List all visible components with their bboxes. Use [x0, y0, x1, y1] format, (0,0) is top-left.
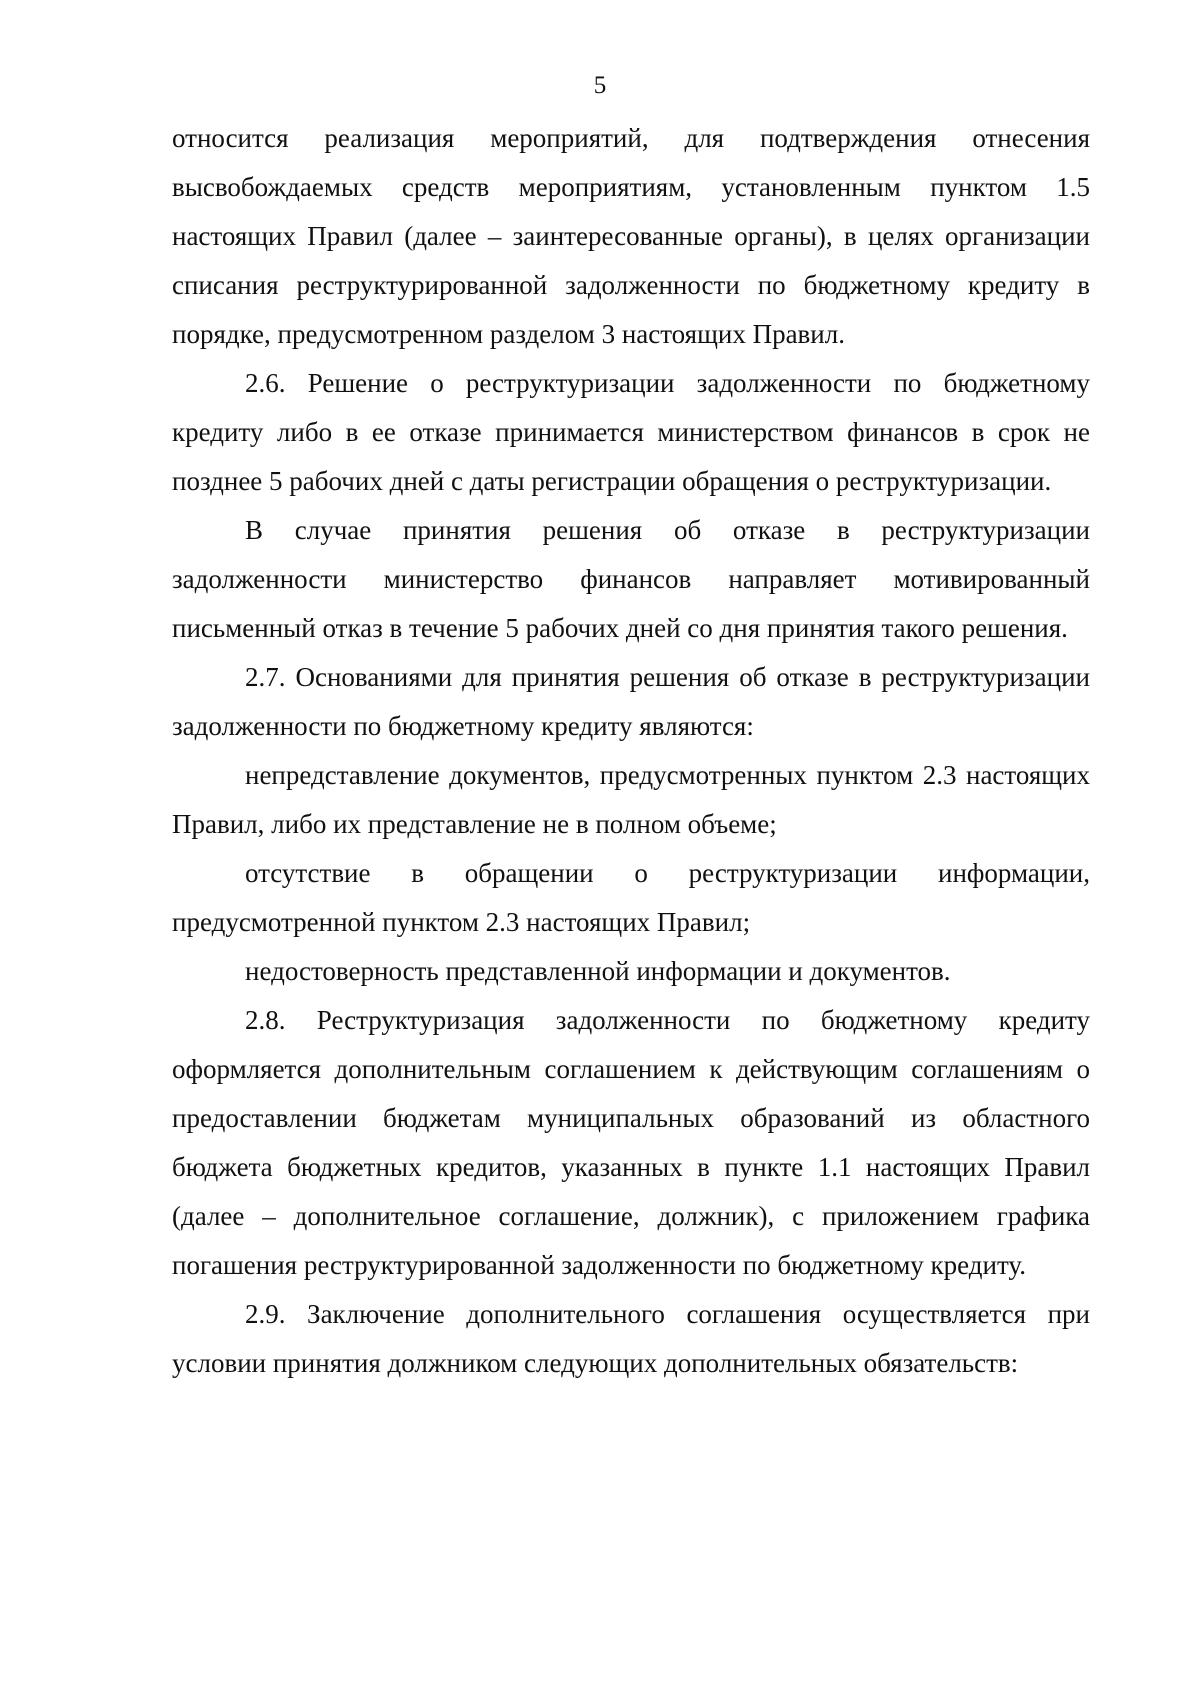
page-number: 5 [593, 72, 607, 99]
paragraph-continuation: относится реализация мероприятий, для подтверждения отнесения высвобождаемых средств мероприятиям, установленным пунктом 1.5 настоящих Правил (далее – заинтересованные органы), в целях организации списания реструктурированной задолженности по бюджетному кредиту в порядке, предусмотренном разделом 3 настоящих Правил. [172, 123, 1090, 349]
paragraph-2-8: 2.8. Реструктуризация задолженности по бюджетному кредиту оформляется дополнительным соглашением к действующим соглашениям о предоставлении бюджетам муниципальных образований из областного бюджета бюджетных кредитов, указанных в пункте 1.1 настоящих Правил (далее – дополнительное соглашение, должник), с приложением графика погашения реструктурированной задолженности по бюджетному кредиту. [172, 1005, 1090, 1280]
paragraph-refusal-notice: В случае принятия решения об отказе в реструктуризации задолженности министерство финансов направляет мотивированный письменный отказ в течение 5 рабочих дней со дня принятия такого решения. [172, 515, 1090, 643]
list-item-missing-documents: непредставление документов, предусмотренных пунктом 2.3 настоящих Правил, либо их представление не в полном объеме; [172, 760, 1090, 839]
list-item-missing-information: отсутствие в обращении о реструктуризации информации, предусмотренной пунктом 2.3 настоящих Правил; [172, 858, 1090, 937]
document-body [172, 114, 1090, 1388]
paragraph-2-6: 2.6. Решение о реструктуризации задолженности по бюджетному кредиту либо в ее отказе принимается министерством финансов в срок не позднее 5 рабочих дней с даты регистрации обращения о реструктуризации. [172, 368, 1090, 496]
paragraph-2-7: 2.7. Основаниями для принятия решения об отказе в реструктуризации задолженности по бюджетному кредиту являются: [172, 662, 1090, 741]
paragraph-2-9: 2.9. Заключение дополнительного соглашения осуществляется при условии принятия должником следующих дополнительных обязательств: [172, 1299, 1090, 1378]
list-item-unreliable-information: недостоверность представленной информации и документов. [245, 956, 951, 986]
